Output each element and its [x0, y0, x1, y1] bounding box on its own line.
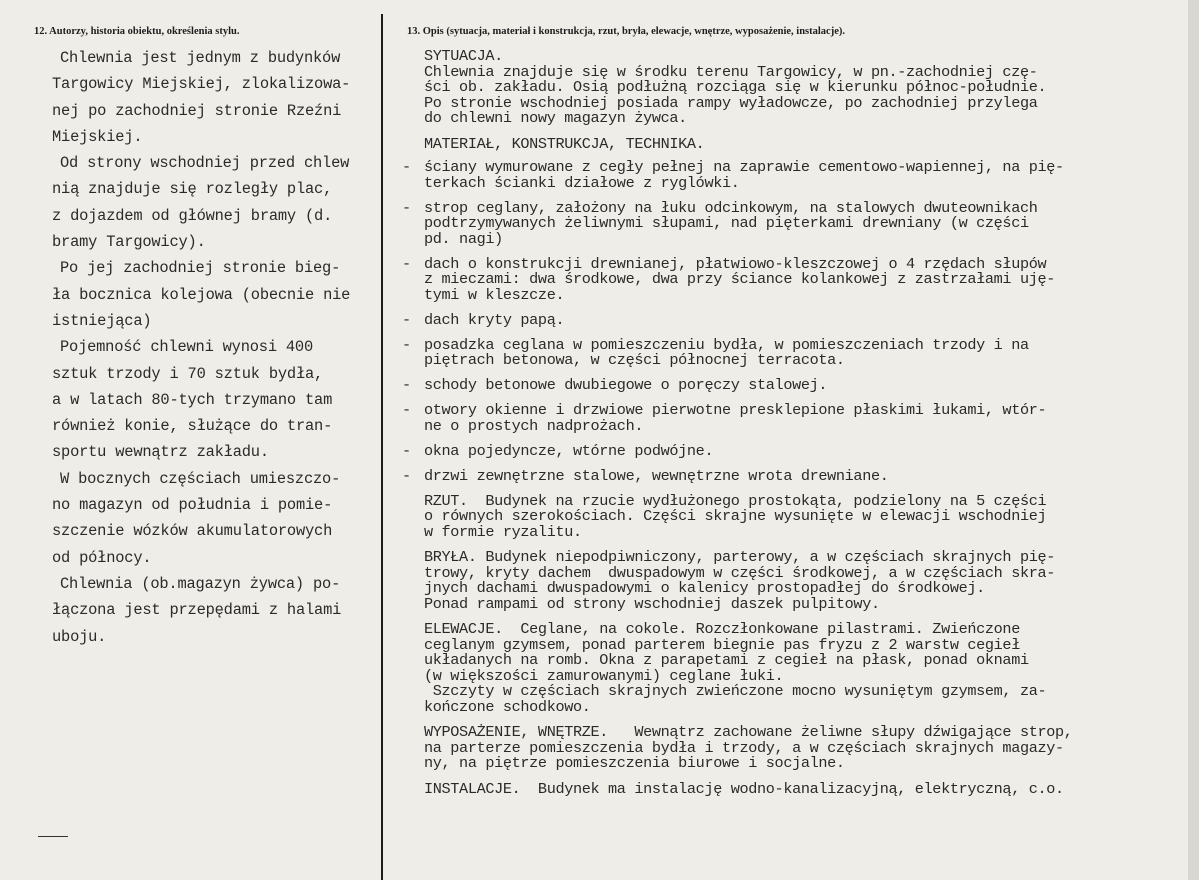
bullet-dash: - [402, 310, 411, 329]
sytuacja-line: Chlewnia znajduje się w środku terenu Targowicy, w pn.-zachodniej czę- [424, 62, 1038, 81]
history-line: sportu wewnątrz zakładu. [52, 443, 269, 462]
bullet-dash: - [402, 254, 411, 273]
page-edge [1188, 0, 1199, 880]
material-item-line: otwory okienne i drzwiowe pierwotne presklepione płaskimi łukami, wtór- [424, 401, 1047, 419]
history-line: Targowicy Miejskiej, zlokalizowa- [52, 75, 351, 94]
history-line: a w latach 80-tych trzymano tam [52, 390, 333, 409]
wyposazenie-section [402, 725, 1184, 772]
material-item-line: ne o prostych nadprożach. [424, 416, 644, 435]
history-line: Pojemność chlewni wynosi 400 [60, 338, 314, 357]
history-line: nią znajduje się rozległy plac, [52, 180, 333, 199]
bryla-section [402, 550, 1184, 612]
rzut-section [402, 491, 1184, 541]
column-divider [381, 14, 383, 880]
history-column [52, 45, 378, 650]
history-line: łączona jest przepędami z halami [52, 601, 342, 620]
rzut-line: RZUT. Budynek na rzucie wydłużonego prostokąta, podzielony na 5 części [424, 491, 1047, 510]
elewacje-line: układanych na romb. Okna z parapetami z cegieł na płask, ponad oknami [424, 651, 1029, 669]
material-item-line: terkach ścianki działowe z ryglówki. [424, 173, 740, 192]
material-item [402, 378, 1184, 394]
sytuacja-line: ści ob. zakładu. Osią podłużną rozciąga się w kierunku północ-południe. [424, 78, 1047, 96]
history-line: no magazyn od południa i pomie- [52, 496, 333, 515]
material-item-line: posadzka ceglana w pomieszczeniu bydła, w pomieszczeniach trzody i na [424, 335, 1029, 354]
material-item-line: schody betonowe dwubiegowe o poręczy stalowej. [424, 376, 828, 394]
wyposazenie-line: WYPOSAŻENIE, WNĘTRZE. Wewnątrz zachowane żeliwne słupy dźwigające strop, [424, 723, 1073, 741]
material-item-line: dach kryty papą. [424, 310, 565, 329]
elewacje-line: kończone schodkowo. [424, 697, 591, 716]
bryla-line: trowy, kryty dachem dwuspadowym w części środkowej, a w częściach skra- [424, 563, 1056, 582]
material-item-line: strop ceglany, założony na łuku odcinkowym, na stalowych dwuteownikach [424, 198, 1038, 217]
material-item [402, 310, 1184, 329]
section-13-heading: 13. Opis (sytuacja, materiał i konstrukcja, rzut, bryła, elewacje, wnętrze, wyposażenie, instalacje). [407, 26, 846, 37]
material-item [402, 254, 1184, 304]
rzut-line: o równych szerokościach. Części skrajne wysunięte w elewacji wschodniej [424, 507, 1047, 525]
wyposazenie-line: na parterze pomieszczenia bydła i trzody, a w częściach skrajnych magazy- [424, 738, 1064, 757]
instalacje-line: INSTALACJE. Budynek ma instalację wodno-kanalizacyjną, elektryczną, c.o. [424, 779, 1064, 798]
instalacje-section [402, 779, 1184, 798]
history-line: nej po zachodniej stronie Rzeźni [52, 101, 342, 120]
bullet-dash: - [402, 376, 411, 394]
history-line: ła bocznica kolejowa (obecnie nie [52, 285, 351, 304]
history-line: Chlewnia jest jednym z budynków [60, 49, 341, 67]
material-list [402, 160, 1184, 484]
history-line: Miejskiej. [52, 127, 143, 146]
elewacje-line: ELEWACJE. Ceglane, na cokole. Rozczłonkowane pilastrami. Zwieńczone [424, 620, 1020, 638]
material-section [402, 134, 1184, 485]
bullet-dash: - [402, 158, 411, 176]
section-12-heading: 12. Autorzy, historia obiektu, określenia stylu. [34, 26, 240, 37]
material-item [402, 198, 1184, 248]
elewacje-line: (w większości zamurowanymi) ceglane łuki. [424, 666, 784, 685]
material-item-line: dach o konstrukcji drewnianej, płatwiowo-kleszczowej o 4 rzędach słupów [424, 254, 1047, 273]
material-item-line: pd. nagi) [424, 229, 503, 248]
history-line: Chlewnia (ob.magazyn żywca) po- [60, 574, 341, 593]
history-line: z dojazdem od głównej bramy (d. [52, 206, 333, 225]
history-line: od północy. [52, 548, 152, 567]
description-column [402, 49, 1184, 807]
footer-rule [38, 836, 68, 837]
material-item [402, 403, 1184, 434]
material-item-line: okna pojedyncze, wtórne podwójne. [424, 441, 714, 460]
bryla-line: Ponad rampami od strony wschodniej daszek pulpitowy. [424, 594, 880, 613]
bryla-line: BRYŁA. Budynek niepodpiwniczony, parterowy, a w częściach skrajnych pię- [424, 548, 1056, 566]
material-item-line: piętrach betonowa, w części północnej terracota. [424, 351, 845, 369]
history-line: Po jej zachodniej stronie bieg- [60, 259, 341, 278]
elewacje-line: ceglanym gzymsem, ponad parterem biegnie pas fryzu z 2 warstw cegieł [424, 635, 1020, 654]
bullet-dash: - [402, 401, 411, 419]
wyposazenie-line: ny, na piętrze pomieszczenia biurowe i socjalne. [424, 754, 845, 772]
material-item-line: drzwi zewnętrzne stalowe, wewnętrzne wrota drewniane. [424, 466, 889, 485]
rzut-line: w formie ryzalitu. [424, 522, 582, 541]
material-item-line: tymi w kleszcze. [424, 285, 565, 304]
elewacje-line: Szczyty w częściach skrajnych zwieńczone mocno wysuniętym gzymsem, za- [424, 682, 1047, 700]
bullet-dash: - [402, 441, 411, 460]
history-line: uboju. [52, 627, 107, 646]
sytuacja-line: do chlewni nowy magazyn żywca. [424, 109, 687, 127]
material-item [402, 160, 1184, 191]
history-line: W bocznych częściach umieszczo- [60, 469, 341, 488]
material-item-line: podtrzymywanych żeliwnymi słupami, nad pięterkami drewniany (w części [424, 214, 1029, 232]
material-title: MATERIAŁ, KONSTRUKCJA, TECHNIKA. [424, 134, 705, 153]
sytuacja-line: Po stronie wschodniej posiada rampy wyładowcze, po zachodniej przylega [424, 93, 1038, 112]
history-line: Od strony wschodniej przed chlew [60, 154, 350, 173]
bullet-dash: - [402, 335, 411, 354]
elewacje-section [402, 622, 1184, 715]
material-item-line: z mieczami: dwa środkowe, dwa przy ściance kolankowej z zastrzałami uję- [424, 270, 1056, 288]
bullet-dash: - [402, 466, 411, 485]
material-item [402, 335, 1184, 369]
sytuacja-section [402, 49, 1184, 127]
history-line: szczenie wózków akumulatorowych [52, 522, 333, 541]
history-line: istniejąca) [52, 311, 152, 330]
material-item-line: ściany wymurowane z cegły pełnej na zaprawie cementowo-wapiennej, na pię- [424, 158, 1064, 176]
material-item [402, 441, 1184, 460]
history-line: również konie, służące do tran- [52, 417, 333, 436]
history-line: sztuk trzody i 70 sztuk bydła, [52, 364, 324, 383]
history-line: bramy Targowicy). [52, 233, 206, 252]
bryla-line: jnych dachami dwuspadowymi o kalenicy prostopadłej do środkowej. [424, 579, 985, 597]
bullet-dash: - [402, 198, 411, 217]
sytuacja-title: SYTUACJA. [424, 47, 503, 65]
material-item [402, 466, 1184, 485]
